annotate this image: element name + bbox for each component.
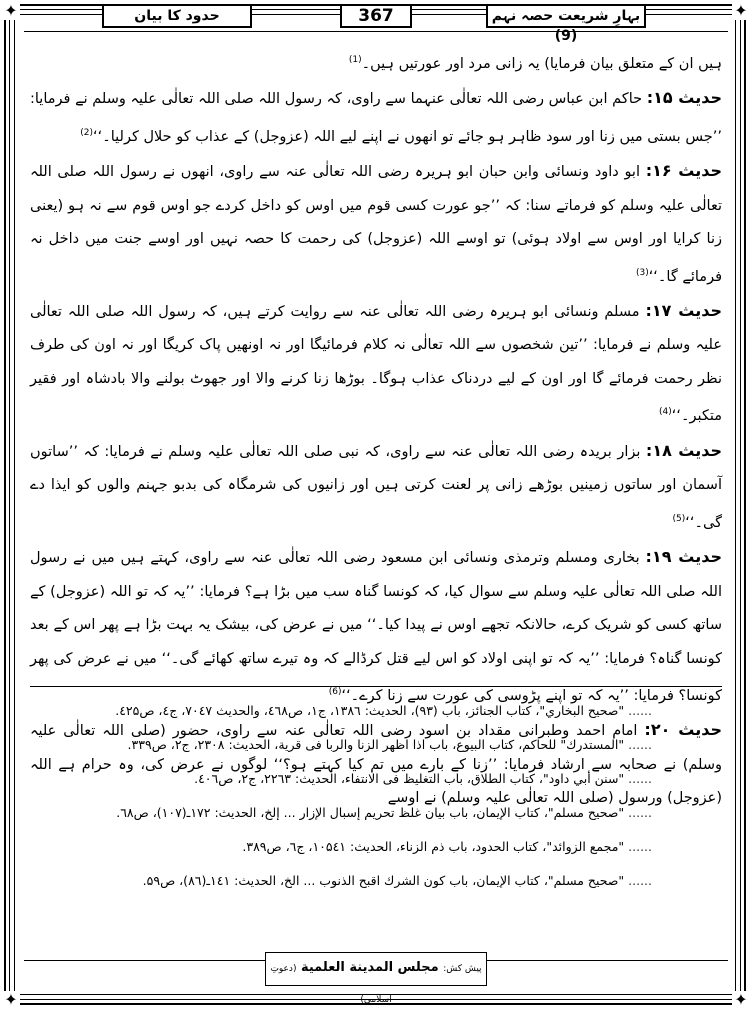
hadith-label: حدیث ۱۷: [645, 300, 722, 320]
hadith-paragraph [30, 154, 722, 294]
publisher-name: مجلس المدینة العلمیة [300, 960, 439, 975]
footnote-reference: (6) [328, 687, 342, 698]
hadith-text: امام احمد وطبرانی مقداد بن اسود رضی اللہ تعالٰی عنہ سے راوی، حضور (صلی اللہ تعالٰی علیہ وسلم) نے صحابہ سے ارشاد فرمایا: ’’زنا کے بارے میں تم کیا کہتے ہو؟‘‘ لوگوں نے عرض کی، وہ حرام ہے اللہ (عزوجل) ورسول (صلی اللہ تعالٰی علیہ وسلم) نے اوسے [30, 723, 722, 807]
hadith-label: حدیث ۱۶: [645, 161, 722, 181]
footnote-text: "مجمع الزوائد"، کتاب الحدود، باب ذم الزناء، الحدیث: ۱۰۵٤۱، ج٦، ص۳۸۹. [242, 839, 625, 854]
hadith-text: حاکم ابن عباس رضی اللہ تعالٰی عنہما سے راوی، کہ رسول اللہ صلی اللہ تعالٰی علیہ وسلم نے فرمایا: ’’جس بستی میں زنا اور سود ظاہر ہو جائے تو انھوں نے اپنے لیے اللہ (عزوجل) کے عذاب کو حلال کرلیا۔‘‘ [30, 91, 722, 145]
footnote-item [30, 864, 722, 898]
footnote-marker: ...... [628, 737, 652, 752]
footnote-marker: ...... [628, 805, 652, 820]
hadith-text: بخاری ومسلم وترمذی ونسائی ابن مسعود رضی اللہ تعالٰی عنہ سے راوی، کہتے ہیں میں نے رسول اللہ صلی اللہ تعالٰی علیہ وسلم سے سوال کیا، کہ کونسا گناہ سب میں بڑا ہے؟ فرمایا: ’’یہ کہ تو اللہ (عزوجل) کے ساتھ کسی کو شریک کرے، حالانکہ تجھے اوس نے پیدا کیا۔‘‘ میں نے عرض کی، بیشک یہ بہت بڑا ہے پھر اس کے بعد کونسا گناہ؟ فرمایا: ’’یہ کہ تو اپنی اولاد کو اس لیے قتل کرڈالے کہ وہ تیرے ساتھ کھائے گی۔‘‘ میں نے عرض کی پھر کونسا؟ فرمایا: ’’یہ کہ تو اپنے پڑوسی کی عورت سے زنا کرے۔‘‘ [30, 550, 722, 704]
hadith-paragraph [30, 294, 722, 434]
hadith-text: بزار بریدہ رضی اللہ تعالٰی عنہ سے راوی، کہ نبی صلی اللہ تعالٰی علیہ وسلم نے فرمایا: کہ ’’ساتوں آسمان اور ساتوں زمینیں بوڑھے زانی پر لعنت کرتی ہیں اور زانیوں کی شرمگاہ کی بدبو جہنم والوں کو ایذا دے گی۔‘‘ [30, 443, 722, 531]
hadith-paragraph [30, 81, 722, 154]
hadith-text: مسلم ونسائی ابو ہریرہ رضی اللہ تعالٰی عنہ سے روایت کرتے ہیں، کہ رسول اللہ صلی اللہ تعالٰی علیہ وسلم نے فرمایا: ’’تین شخصوں سے اللہ تعالٰی نہ کلام فرمائیگا اور نہ اونھیں پاک کریگا اور نہ اون کی طرف نظر رحمت فرمائے گا اور اون کے لیے دردناک عذاب ہوگا۔ بوڑھا زنا کرنے والا اور جھوٹ بولنے والا بادشاہ اور فقیر متکبر۔‘‘ [30, 303, 722, 425]
footnote-text: "صحیح البخاري"، کتاب الجنائز، باب (۹۳)، الحدیث: ۱۳۸٦، ج۱، ص٤٦۸، والحدیث ۷۰٤۷، ج٤، ص٤۲۵. [115, 703, 625, 718]
publisher-box [265, 952, 487, 1005]
hadith-text: ابو داود ونسائی وابن حبان ابو ہریرہ رضی اللہ تعالٰی عنہ سے راوی، انھوں نے رسول اللہ صلی اللہ تعالٰی علیہ وسلم کو فرماتے سنا: کہ ’’جو عورت کسی قوم میں اوس کو داخل کردے جو اوس قوم سے نہ ہو (یعنی زنا کرایا اور اوس سے اولاد ہوئی) تو اوسے اللہ (عزوجل) کی رحمت کا حصہ نہیں اور اوسے جنت میں داخل نہ فرمائے گا۔‘‘ [30, 164, 722, 285]
hadith-label: حدیث ۱۵: [646, 88, 722, 108]
hadith-text: ہیں ان کے متعلق بیان فرمایا) یہ زانی مرد اور عورتیں ہیں۔ [361, 55, 722, 72]
footnote-item [30, 694, 722, 728]
footnote-marker: ...... [628, 771, 652, 786]
footnote-marker: ...... [628, 703, 652, 718]
publisher-prefix: پیش کش: [443, 964, 482, 974]
footnote-text: "صحیح مسلم"، کتاب الإیمان، باب کون الشرك اقبح الذنوب ... الخ، الحدیث: ۱٤۱ـ(۸٦)، ص۵۹. [142, 873, 625, 888]
publisher-suffix: (دعوتِ اسلامی) [270, 964, 392, 1005]
hadith-paragraph [30, 44, 722, 81]
book-title: بہارِ شریعت حصہ نہم (9) [486, 4, 646, 28]
footnote-reference: (1) [348, 55, 362, 65]
page-number: 367 [340, 4, 412, 28]
chapter-title: حدود کا بیان [102, 4, 252, 28]
hadith-paragraph [30, 540, 722, 713]
hadith-label: حدیث ۱۸: [645, 440, 723, 460]
corner-ornament-icon: ✦ [2, 2, 20, 20]
footnote-reference: (4) [658, 407, 672, 418]
hadith-label: حدیث ۱۹: [645, 547, 723, 567]
footnote-reference: (5) [672, 513, 686, 524]
corner-ornament-icon: ✦ [2, 991, 20, 1009]
hadith-paragraph [30, 434, 722, 540]
footnote-marker: ...... [628, 839, 652, 854]
footnote-item [30, 796, 722, 830]
corner-ornament-icon: ✦ [732, 2, 750, 20]
footnote-divider [30, 686, 722, 687]
footnotes [30, 694, 722, 898]
corner-ornament-icon: ✦ [732, 991, 750, 1009]
hadith-label: حدیث ۲۰: [644, 720, 723, 740]
footnote-text: "صحیح مسلم"، کتاب الإیمان، باب بیان غلظ تحریم إسبال الإزار ... إلخ، الحدیث: ۱۷۲ـ(۱۰۷)، ص٦۸. [116, 805, 625, 820]
footnote-marker: ...... [628, 873, 652, 888]
footnote-text: "سنن أبي داود"، کتاب الطلاق، باب التغلیظ فی الانتفاء، الحدیث: ۲۲٦۳، ج۲، ص٤۰٦. [194, 771, 625, 786]
footnote-reference: (3) [635, 267, 649, 278]
footnote-item [30, 728, 722, 762]
footnote-text: "المستدرك" للحاکم، کتاب البیوع، باب اذا اظهر الزنا والربا فی قریة، الحدیث: ۲۳۰۸، ج۲، ص۳۳۹. [127, 737, 625, 752]
header-divider [24, 31, 728, 32]
footnote-item [30, 830, 722, 864]
footnote-item [30, 762, 722, 796]
footnote-reference: (2) [80, 127, 94, 138]
